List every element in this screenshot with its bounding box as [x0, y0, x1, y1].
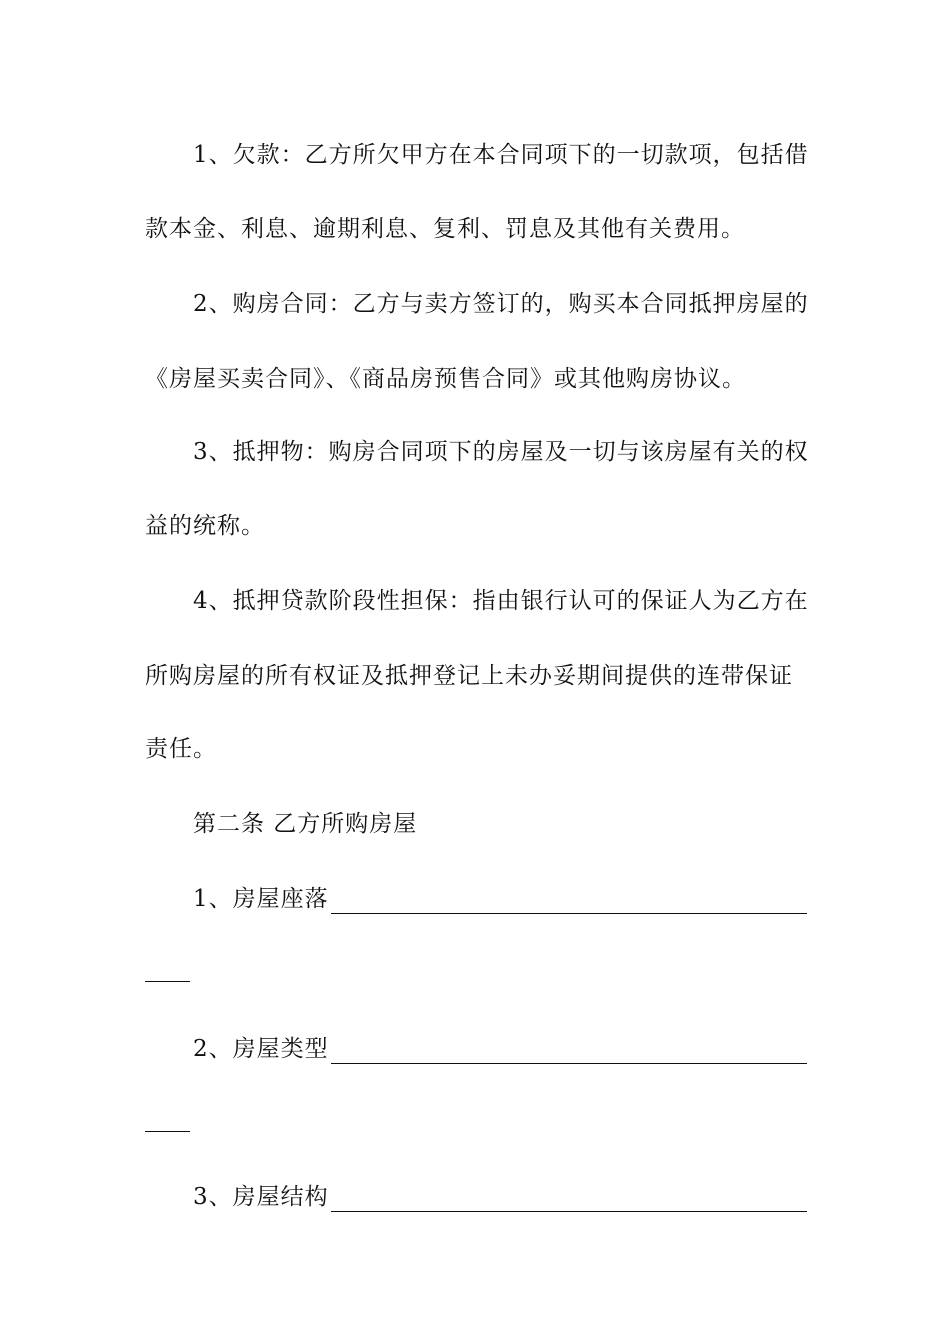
paragraph-line-collateral-def: 3、抵押物：购房合同项下的房屋及一切与该房屋有关的权 [193, 439, 809, 465]
paragraph-line-contract-def-cont: 《房屋买卖合同》、《商品房预售合同》或其他购房协议。 [145, 366, 746, 392]
field-house-type [193, 1034, 807, 1064]
blank-type[interactable] [331, 1041, 807, 1064]
paragraph-line-collateral-def-cont: 益的统称。 [145, 513, 265, 539]
field-label-location: 1、房屋座落 [193, 886, 329, 912]
paragraph-line-debt-def-cont: 款本金、利息、逾期利息、复利、罚息及其他有关费用。 [145, 216, 745, 242]
field-house-structure [193, 1182, 807, 1212]
blank-structure[interactable] [331, 1189, 807, 1212]
section-heading: 第二条 乙方所购房屋 [193, 811, 418, 837]
field-house-location [193, 884, 807, 914]
field-label-type: 2、房屋类型 [193, 1036, 329, 1062]
paragraph-line-guarantee-def-cont: 所购房屋的所有权证及抵押登记上未办妥期间提供的连带保证 [145, 663, 793, 689]
paragraph-line-guarantee-def: 4、抵押贷款阶段性担保：指由银行认可的保证人为乙方在 [193, 588, 809, 614]
blank-location[interactable] [331, 891, 807, 914]
field-label-structure: 3、房屋结构 [193, 1184, 329, 1210]
blank-location-cont[interactable] [145, 980, 190, 982]
paragraph-line-contract-def: 2、购房合同：乙方与卖方签订的，购买本合同抵押房屋的 [193, 291, 809, 317]
paragraph-line-guarantee-def-end: 责任。 [145, 736, 217, 762]
blank-type-cont[interactable] [145, 1130, 190, 1132]
paragraph-line-debt-def: 1、欠款：乙方所欠甲方在本合同项下的一切款项，包括借 [193, 142, 809, 168]
